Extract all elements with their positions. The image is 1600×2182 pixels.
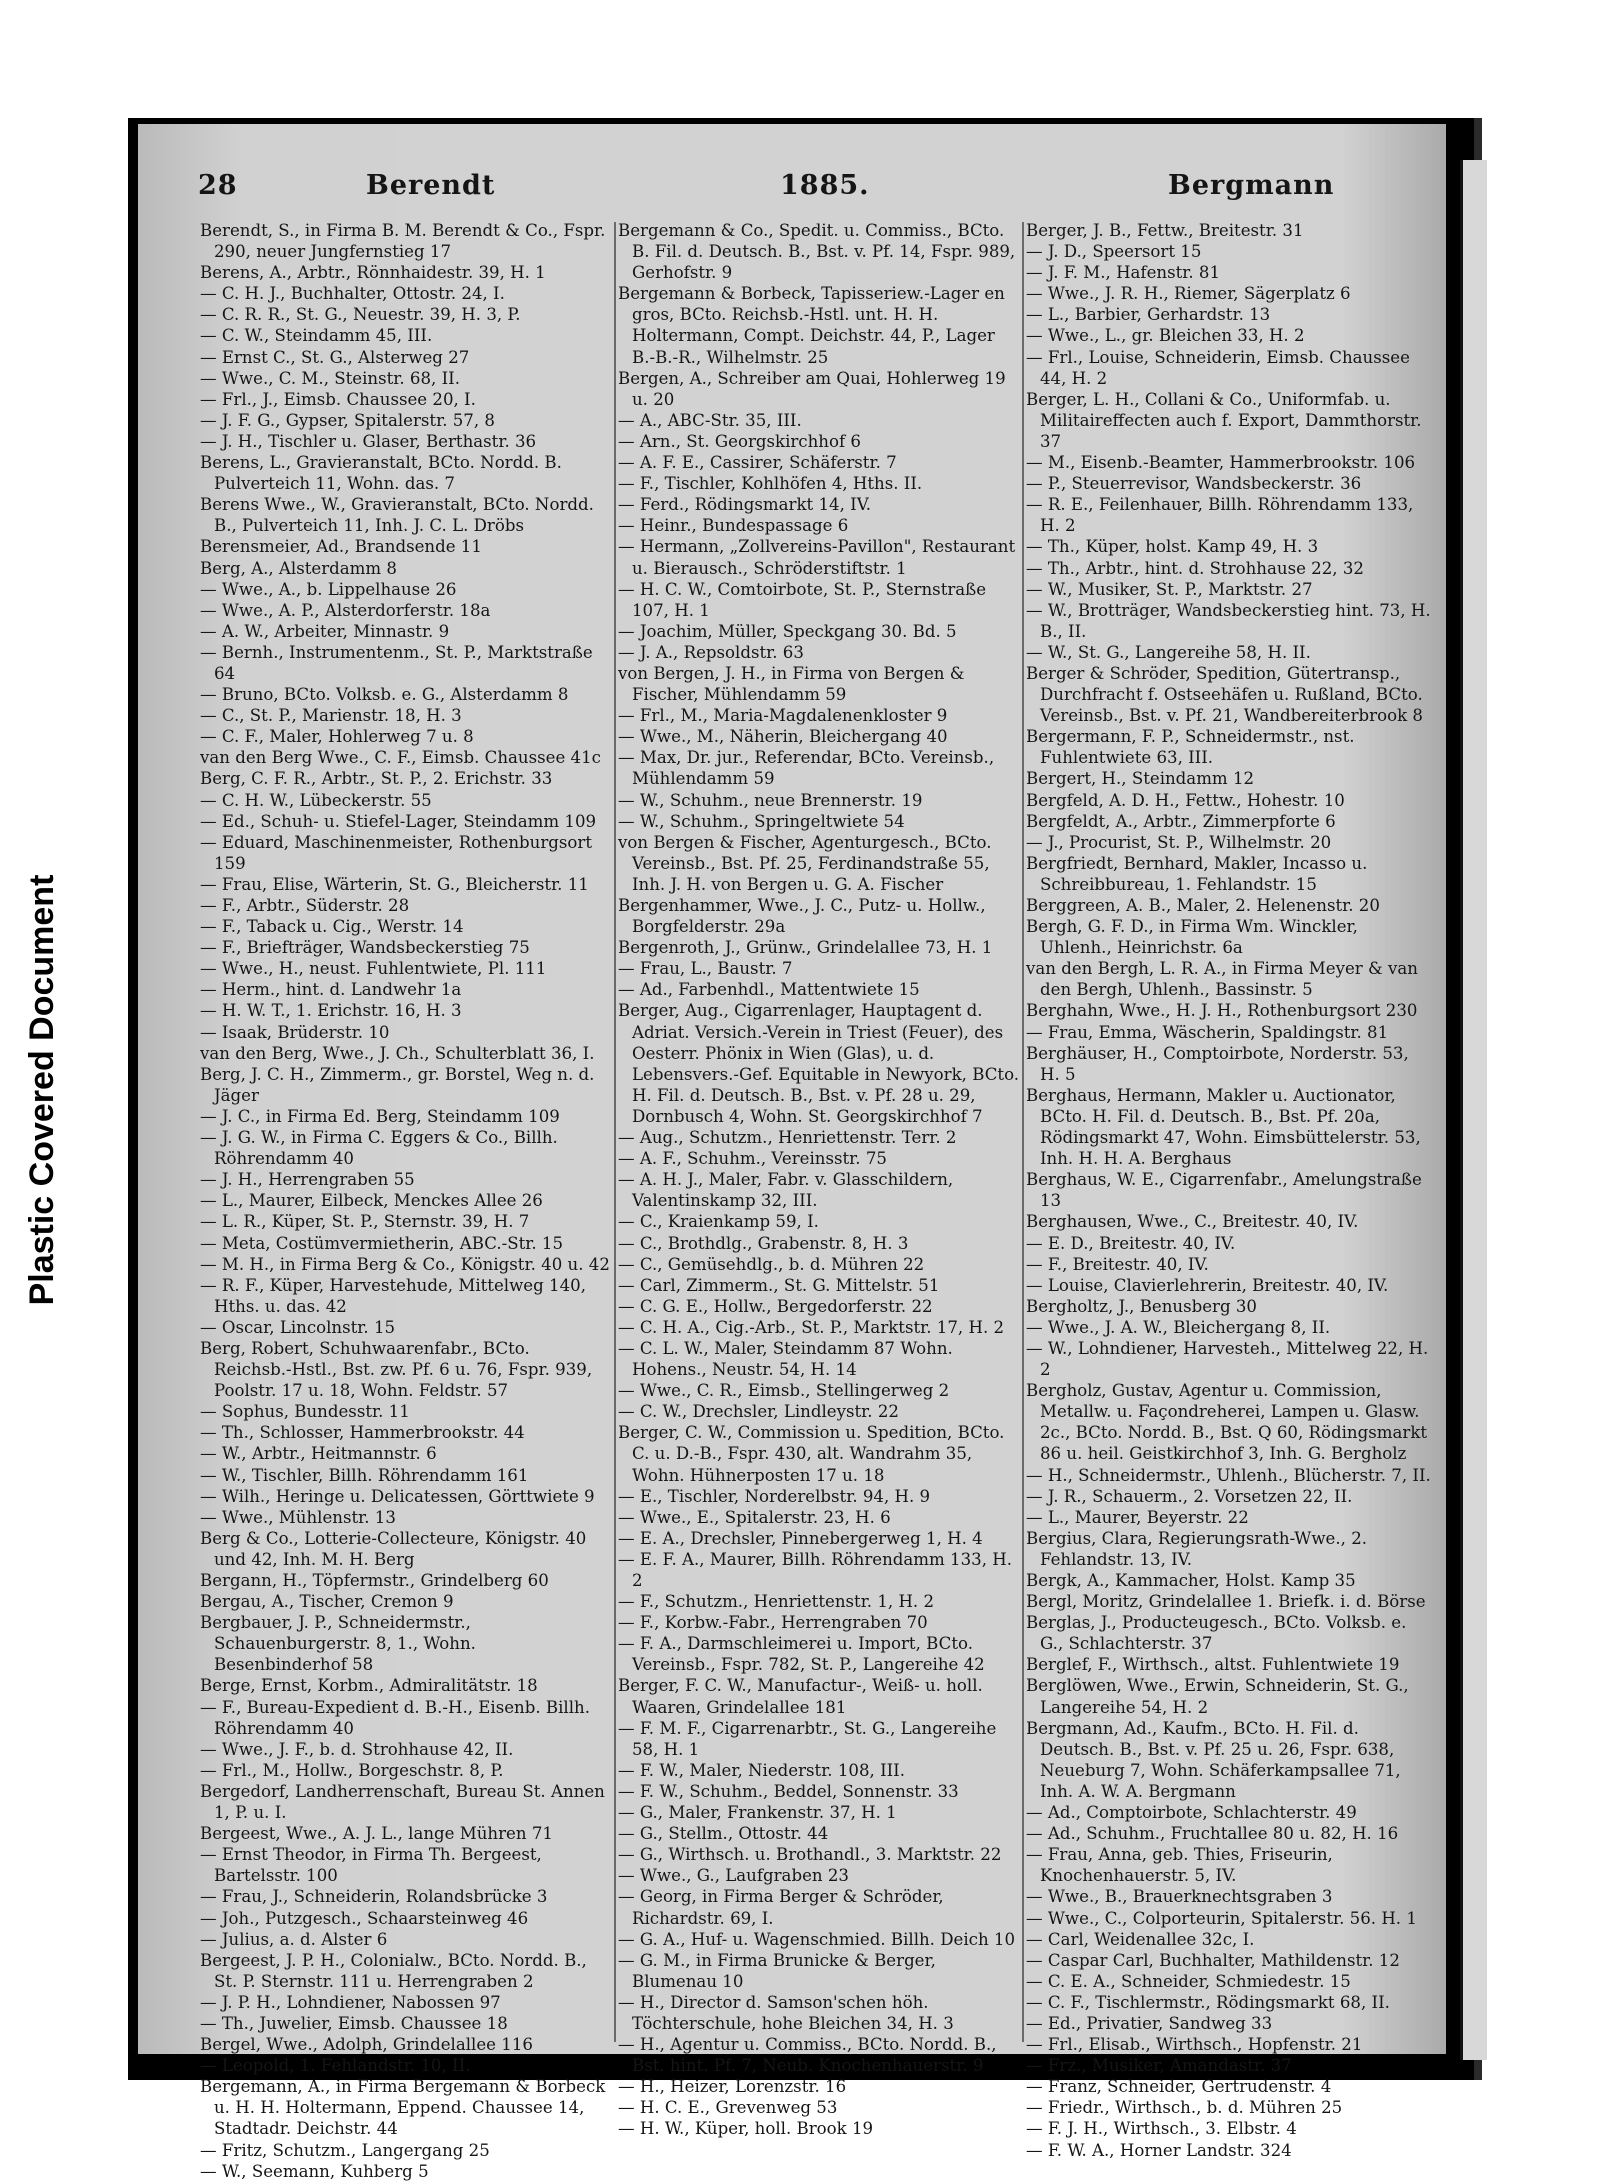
directory-entry: Berensmeier, Ad., Brandsende 11 <box>200 537 482 557</box>
directory-entry: — Wwe., M., Näherin, Bleichergang 40 <box>618 727 948 747</box>
header-left-keyword: Berendt <box>366 170 496 201</box>
directory-entry: — L., Barbier, Gerhardstr. 13 <box>1026 305 1271 325</box>
directory-entry: Bergmann, Ad., Kaufm., BCto. H. Fil. d. Deutsch. B., Bst. v. Pf. 25 u. 26, Fspr. 638, Neueburg 7, Wohn. Schäferkampsallee 71, Inh. A. W. A. Bergmann <box>1026 1718 1401 1801</box>
directory-entry: — Max, Dr. jur., Referendar, BCto. Vereinsb., Mühlendamm 59 <box>618 748 995 789</box>
directory-entry: — J. H., Tischler u. Glaser, Berthastr. 36 <box>200 431 537 451</box>
directory-entry: — Th., Juwelier, Eimsb. Chaussee 18 <box>200 2013 508 2033</box>
directory-entry: — A. W., Arbeiter, Minnastr. 9 <box>200 621 450 641</box>
directory-entry: — L. R., Küper, St. P., Sternstr. 39, H. 7 <box>200 1212 530 1232</box>
directory-entry: — Wwe., E., Spitalerstr. 23, H. 6 <box>618 1507 891 1527</box>
directory-entry: — Th., Schlosser, Hammerbrookstr. 44 <box>200 1423 525 1443</box>
directory-entry: — R. E., Feilenhauer, Billh. Röhrendamm 133, H. 2 <box>1026 495 1414 536</box>
directory-entry: — W., St. G., Langereihe 58, H. II. <box>1026 642 1311 662</box>
directory-entry: Bergemann & Co., Spedit. u. Commiss., BCto. B. Fil. d. Deutsch. B., Bst. v. Pf. 14, Fspr. 989, Gerhofstr. 9 <box>618 221 1016 283</box>
directory-entry: — G. A., Huf- u. Wagenschmied. Billh. Deich 10 <box>618 1929 1016 1949</box>
directory-entry: — Oscar, Lincolnstr. 15 <box>200 1317 396 1337</box>
directory-entry: — J. H., Herrengraben 55 <box>200 1170 415 1190</box>
directory-entry: — W., Tischler, Billh. Röhrendamm 161 <box>200 1465 529 1485</box>
directory-entry: van den Berg, Wwe., J. Ch., Schulterblatt 36, I. <box>200 1043 595 1063</box>
directory-entry: Bergenroth, J., Grünw., Grindelallee 73, H. 1 <box>618 938 993 958</box>
directory-entry: — Julius, a. d. Alster 6 <box>200 1929 388 1949</box>
directory-entry: — W., Musiker, St. P., Marktstr. 27 <box>1026 579 1313 599</box>
directory-entry: — Louise, Clavierlehrerin, Breitestr. 40, IV. <box>1026 1275 1389 1295</box>
directory-entry: — F., Bureau-Expedient d. B.-H., Eisenb. Billh. Röhrendamm 40 <box>200 1697 590 1738</box>
directory-entry: — G., Maler, Frankenstr. 37, H. 1 <box>618 1803 897 1823</box>
directory-entry: — H. W. T., 1. Erichstr. 16, H. 3 <box>200 1001 462 1021</box>
binding-edge <box>1460 160 1487 2060</box>
directory-entry: — W., Brotträger, Wandsbeckerstieg hint. 73, H. B., II. <box>1026 600 1431 641</box>
directory-entry: Bergemann & Borbeck, Tapisseriew.-Lager en gros, BCto. Reichsb.-Hstl. unt. H. H. Holtermann, Compt. Deichstr. 44, P., Lager B.-B.-R., Wilhelmstr. 25 <box>618 284 1005 367</box>
directory-entry: — Friedr., Wirthsch., b. d. Mühren 25 <box>1026 2098 1343 2118</box>
directory-entry: Bergk, A., Kammacher, Holst. Kamp 35 <box>1026 1571 1356 1590</box>
directory-entry: Bergermann, F. P., Schneidermstr., nst. Fuhlentwiete 63, III. <box>1026 727 1355 768</box>
directory-entry: Bergel, Wwe., Adolph, Grindelallee 116 <box>200 2035 533 2055</box>
directory-entry: Berger, C. W., Commission u. Spedition, BCto. C. u. D.-B., Fspr. 430, alt. Wandrahm 35, Wohn. Hühnerposten 17 u. 18 <box>618 1423 1005 1485</box>
directory-entry: — Leopold, 1. Fehlandstr. 10, II. <box>200 2056 471 2076</box>
directory-entry: — Frl., Elisab., Wirthsch., Hopfenstr. 21 <box>1026 2035 1363 2055</box>
directory-entry: — C. F., Maler, Hohlerweg 7 u. 8 <box>200 727 474 747</box>
directory-entry: — Frl., M., Hollw., Borgeschstr. 8, P. <box>200 1760 504 1780</box>
header-year: 1885. <box>780 170 870 201</box>
directory-entry: — Ed., Schuh- u. Stiefel-Lager, Steindamm 109 <box>200 811 597 831</box>
directory-entry: — Wwe., G., Laufgraben 23 <box>618 1866 849 1886</box>
directory-entry: — Frau, Emma, Wäscherin, Spaldingstr. 81 <box>1026 1022 1389 1042</box>
directory-entry: — C. E. A., Schneider, Schmiedestr. 15 <box>1026 1971 1351 1991</box>
directory-entry: — L., Maurer, Beyerstr. 22 <box>1026 1507 1249 1527</box>
directory-entry: — F. M. F., Cigarrenarbtr., St. G., Langereihe 58, H. 1 <box>618 1718 997 1759</box>
directory-entry: — Carl, Zimmerm., St. G. Mittelstr. 51 <box>618 1275 940 1295</box>
directory-entry: — G., Stellm., Ottostr. 44 <box>618 1824 829 1844</box>
directory-entry: — C. W., Drechsler, Lindleystr. 22 <box>618 1402 899 1422</box>
directory-entry: van den Bergh, L. R. A., in Firma Meyer & van den Bergh, Uhlenh., Bassinstr. 5 <box>1026 959 1418 1000</box>
directory-entry: — W., Schuhm., neue Brennerstr. 19 <box>618 790 923 810</box>
directory-entry: — Frl., Louise, Schneiderin, Eimsb. Chaussee 44, H. 2 <box>1026 347 1410 388</box>
directory-entry: — Ad., Farbenhdl., Mattentwiete 15 <box>618 980 920 1000</box>
directory-entry: — G. M., in Firma Brunicke & Berger, Blumenau 10 <box>618 1950 936 1991</box>
directory-entry: — Bruno, BCto. Volksb. e. G., Alsterdamm 8 <box>200 685 569 705</box>
directory-entry: Berens, L., Gravieranstalt, BCto. Nordd. B. Pulverteich 11, Wohn. das. 7 <box>200 453 562 494</box>
column-divider <box>614 222 616 2042</box>
directory-entry: — H., Heizer, Lorenzstr. 16 <box>618 2077 847 2097</box>
directory-entry: — J. F. M., Hafenstr. 81 <box>1026 263 1221 283</box>
directory-entry: — Ed., Privatier, Sandweg 33 <box>1026 2013 1273 2033</box>
directory-entry: — H., Schneidermstr., Uhlenh., Blücherstr. 7, II. <box>1026 1465 1431 1485</box>
directory-entry: — Frau, L., Baustr. 7 <box>618 959 793 979</box>
directory-entry: — W., Schuhm., Springeltwiete 54 <box>618 811 905 831</box>
directory-entry: — C., Kraienkamp 59, I. <box>618 1212 819 1232</box>
directory-entry: — M., Eisenb.-Beamter, Hammerbrookstr. 106 <box>1026 453 1416 473</box>
directory-entry: — Joachim, Müller, Speckgang 30. Bd. 5 <box>618 621 957 641</box>
directory-entry: — J. C., in Firma Ed. Berg, Steindamm 109 <box>200 1106 560 1126</box>
directory-entry: — F. J. H., Wirthsch., 3. Elbstr. 4 <box>1026 2119 1297 2139</box>
directory-entry: Bergholtz, J., Benusberg 30 <box>1026 1296 1257 1316</box>
directory-entry: — F., Arbtr., Süderstr. 28 <box>200 896 410 915</box>
directory-entry: — Arn., St. Georgskirchhof 6 <box>618 431 861 451</box>
directory-entry: Bergh, G. F. D., in Firma Wm. Winckler, Uhlenh., Heinrichstr. 6a <box>1026 917 1358 958</box>
directory-entry: — F., Tischler, Kohlhöfen 4, Hths. II. <box>618 474 923 494</box>
directory-page <box>138 124 1446 2181</box>
directory-entry: — M. H., in Firma Berg & Co., Königstr. 40 u. 42 <box>200 1254 610 1274</box>
directory-entry: — Joh., Putzgesch., Schaarsteinweg 46 <box>200 1908 529 1928</box>
directory-entry: Bergeest, Wwe., A. J. L., lange Mühren 71 <box>200 1824 553 1844</box>
directory-entry: — H. C. W., Comtoirbote, St. P., Sternstraße 107, H. 1 <box>618 579 987 620</box>
directory-entry: Berendt, S., in Firma B. M. Berendt & Co., Fspr. 290, neuer Jungfernstieg 17 <box>200 221 606 262</box>
directory-entry: — Franz, Schneider, Gertrudenstr. 4 <box>1026 2077 1332 2097</box>
directory-entry: — Georg, in Firma Berger & Schröder, Richardstr. 69, I. <box>618 1887 944 1928</box>
directory-entry: — E. F. A., Maurer, Billh. Röhrendamm 133, H. 2 <box>618 1549 1012 1590</box>
directory-entry: — Wwe., B., Brauerknechtsgraben 3 <box>1026 1887 1333 1907</box>
directory-entry: — J. F. G., Gypser, Spitalerstr. 57, 8 <box>200 410 495 430</box>
plastic-covered-label: Plastic Covered Document <box>23 874 61 1306</box>
directory-entry: — C. H. J., Buchhalter, Ottostr. 24, I. <box>200 284 505 304</box>
directory-entry: — Meta, Costümvermietherin, ABC.-Str. 15 <box>200 1233 564 1253</box>
directory-entry: — Wwe., A. P., Alsterdorferstr. 18a <box>200 600 491 620</box>
directory-entry: — Wwe., J. R. H., Riemer, Sägerplatz 6 <box>1026 284 1351 304</box>
directory-entry: — F., Breitestr. 40, IV. <box>1026 1254 1209 1274</box>
directory-entry: — Ad., Comptoirbote, Schlachterstr. 49 <box>1026 1803 1357 1823</box>
directory-entry: Bergenhammer, Wwe., J. C., Putz- u. Hollw., Borgfelderstr. 29a <box>618 896 986 937</box>
directory-entry: — P., Steuerrevisor, Wandsbeckerstr. 36 <box>1026 474 1362 494</box>
directory-entry: — Frau, Elise, Wärterin, St. G., Bleicherstr. 11 <box>200 874 589 894</box>
directory-entry: Bergius, Clara, Regierungsrath-Wwe., 2. Fehlandstr. 13, IV. <box>1026 1528 1368 1569</box>
directory-entry: — Wwe., J. F., b. d. Strohhause 42, II. <box>200 1739 514 1759</box>
column-left <box>200 220 612 2182</box>
directory-entry: Berghaus, W. E., Cigarrenfabr., Amelungstraße 13 <box>1026 1170 1422 1211</box>
directory-entry: Berglas, J., Producteugesch., BCto. Volksb. e. G., Schlachterstr. 37 <box>1026 1613 1407 1654</box>
directory-entry: — Aug., Schutzm., Henriettenstr. Terr. 2 <box>618 1128 957 1148</box>
directory-entry: — F., Schutzm., Henriettenstr. 1, H. 2 <box>618 1592 935 1612</box>
directory-entry: van den Berg Wwe., C. F., Eimsb. Chaussee 41c <box>200 748 601 768</box>
directory-entry: — Sophus, Bundesstr. 11 <box>200 1402 410 1422</box>
directory-entry: — E., Tischler, Norderelbstr. 94, H. 9 <box>618 1486 931 1506</box>
directory-entry: Berghausen, Wwe., C., Breitestr. 40, IV. <box>1026 1212 1359 1232</box>
directory-entry: — A. F., Schuhm., Vereinsstr. 75 <box>618 1149 887 1169</box>
directory-entry: — Frau, J., Schneiderin, Rolandsbrücke 3 <box>200 1887 548 1907</box>
directory-entry: — J. R., Schauerm., 2. Vorsetzen 22, II. <box>1026 1486 1353 1506</box>
directory-entry: — Ernst C., St. G., Alsterweg 27 <box>200 347 470 367</box>
directory-entry: Berghahn, Wwe., H. J. H., Rothenburgsort 230 <box>1026 1001 1418 1021</box>
directory-entry: — C., Gemüsehdlg., b. d. Mühren 22 <box>618 1254 925 1274</box>
directory-entry: Bergau, A., Tischer, Cremon 9 <box>200 1592 454 1612</box>
directory-entry: Bergfriedt, Bernhard, Makler, Incasso u. Schreibbureau, 1. Fehlandstr. 15 <box>1026 853 1368 894</box>
directory-entry: — Wwe., C. M., Steinstr. 68, II. <box>200 368 460 388</box>
directory-entry: — Wilh., Heringe u. Delicatessen, Görttwiete 9 <box>200 1486 595 1506</box>
directory-entry: Berg, C. F. R., Arbtr., St. P., 2. Erichstr. 33 <box>200 769 553 789</box>
directory-entry: — F., Korbw.-Fabr., Herrengraben 70 <box>618 1613 928 1633</box>
directory-entry: — F. W. A., Horner Landstr. 324 <box>1026 2140 1292 2160</box>
column-right <box>1026 220 1432 2161</box>
directory-entry: — Fritz, Schutzm., Langergang 25 <box>200 2140 490 2160</box>
directory-entry: — C. H. A., Cig.-Arb., St. P., Marktstr. 17, H. 2 <box>618 1317 1005 1337</box>
directory-entry: — C. W., Steindamm 45, III. <box>200 326 433 346</box>
directory-entry: — F. W., Maler, Niederstr. 108, III. <box>618 1760 906 1780</box>
directory-entry: — Wwe., J. A. W., Bleichergang 8, II. <box>1026 1317 1331 1337</box>
directory-entry: Bergl, Moritz, Grindelallee 1. Briefk. i. d. Börse <box>1026 1592 1426 1612</box>
directory-entry: Bergann, H., Töpfermstr., Grindelberg 60 <box>200 1571 549 1590</box>
directory-entry: Berger & Schröder, Spedition, Gütertransp., Durchfracht f. Ostseehäfen u. Rußland, BCto. Vereinsb., Bst. v. Pf. 21, Wandbereiterbrook 8 <box>1026 663 1423 726</box>
directory-entry: — Isaak, Brüderstr. 10 <box>200 1022 390 1042</box>
directory-entry: — H., Director d. Samson'schen höh. Töchterschule, hohe Bleichen 34, H. 3 <box>618 1992 954 2033</box>
directory-entry: Bergert, H., Steindamm 12 <box>1026 769 1255 789</box>
directory-entry: — F. A., Darmschleimerei u. Import, BCto. Vereinsb., Fspr. 782, St. P., Langereihe 42 <box>618 1634 985 1675</box>
directory-entry: von Bergen, J. H., in Firma von Bergen & Fischer, Mühlendamm 59 <box>618 663 965 705</box>
directory-entry: Berge, Ernst, Korbm., Admiralitätstr. 18 <box>200 1676 538 1696</box>
directory-entry: — W., Arbtr., Heitmannstr. 6 <box>200 1444 437 1464</box>
directory-entry: — C. H. W., Lübeckerstr. 55 <box>200 790 432 810</box>
directory-entry: Berglef, F., Wirthsch., altst. Fuhlentwiete 19 <box>1026 1655 1400 1675</box>
directory-entry: — C. G. E., Hollw., Bergedorferstr. 22 <box>618 1296 933 1316</box>
directory-entry: Berger, F. C. W., Manufactur-, Weiß- u. holl. Waaren, Grindelallee 181 <box>618 1676 983 1717</box>
header-right-keyword: Bergmann <box>1168 170 1335 201</box>
directory-entry: von Bergen & Fischer, Agenturgesch., BCto. Vereinsb., Bst. Pf. 25, Ferdinandstraße 55, Inh. J. H. von Bergen u. G. A. Fischer <box>618 832 992 894</box>
directory-entry: — Ferd., Rödingsmarkt 14, IV. <box>618 495 872 515</box>
directory-entry: — Eduard, Maschinenmeister, Rothenburgsort 159 <box>200 832 593 873</box>
directory-entry: — C., Brothdlg., Grabenstr. 8, H. 3 <box>618 1233 909 1253</box>
directory-entry: — Herm., hint. d. Landwehr 1a <box>200 980 462 1000</box>
directory-entry: — L., Maurer, Eilbeck, Menckes Allee 26 <box>200 1191 543 1211</box>
directory-entry: — H. C. E., Grevenweg 53 <box>618 2098 838 2118</box>
directory-entry: Bergholz, Gustav, Agentur u. Commission, Metallw. u. Façondreherei, Lampen u. Glasw. 2c., BCto. Nordd. B., Bst. Q 60, Rödingsmarkt 86 u. heil. Geistkirchhof 3, Inh. G. Bergholz <box>1026 1381 1428 1464</box>
directory-entry: — Wwe., Mühlenstr. 13 <box>200 1507 396 1527</box>
directory-entry: — J. A., Repsoldstr. 63 <box>618 642 804 662</box>
directory-entry: — E. A., Drechsler, Pinnebergerweg 1, H. 4 <box>618 1528 983 1548</box>
directory-entry: Bergfeldt, A., Arbtr., Zimmerpforte 6 <box>1026 811 1336 831</box>
directory-entry: — Bernh., Instrumentenm., St. P., Marktstraße 64 <box>200 642 593 683</box>
directory-entry: — Wwe., A., b. Lippelhause 26 <box>200 579 457 599</box>
directory-entry: — W., Lohndiener, Harvesteh., Mittelweg 22, H. 2 <box>1026 1338 1429 1380</box>
directory-entry: Bergfeld, A. D. H., Fettw., Hohestr. 10 <box>1026 790 1345 810</box>
directory-entry: — Wwe., C., Colporteurin, Spitalerstr. 56. H. 1 <box>1026 1908 1417 1928</box>
directory-entry: — Frl., M., Maria-Magdalenenkloster 9 <box>618 706 948 726</box>
directory-entry: — Caspar Carl, Buchhalter, Mathildenstr. 12 <box>1026 1950 1400 1970</box>
directory-entry: — Ernst Theodor, in Firma Th. Bergeest, Bartelsstr. 100 <box>200 1845 542 1886</box>
directory-entry: — Wwe., L., gr. Bleichen 33, H. 2 <box>1026 326 1305 346</box>
directory-entry: — H. W., Küper, holl. Brook 19 <box>618 2119 874 2139</box>
directory-entry: Berghäuser, H., Comptoirbote, Norderstr. 53, H. 5 <box>1026 1043 1409 1084</box>
directory-entry: Bergeest, J. P. H., Colonialw., BCto. Nordd. B., St. P. Sternstr. 111 u. Herrengraben 2 <box>200 1950 587 1991</box>
page-number: 28 <box>198 170 238 201</box>
directory-entry: — Wwe., H., neust. Fuhlentwiete, Pl. 111 <box>200 959 547 979</box>
directory-entry: — J. D., Speersort 15 <box>1026 242 1202 262</box>
directory-entry: Bergen, A., Schreiber am Quai, Hohlerweg 19 u. 20 <box>618 368 1006 409</box>
directory-entry: — W., Seemann, Kuhberg 5 <box>200 2161 429 2181</box>
directory-entry: Berger, L. H., Collani & Co., Uniformfab. u. Militaireffecten auch f. Export, Dammthorstr. 37 <box>1026 389 1422 451</box>
directory-entry: — C. F., Tischlermstr., Rödingsmarkt 68, II. <box>1026 1992 1390 2012</box>
directory-entry: — G., Wirthsch. u. Brothandl., 3. Marktstr. 22 <box>618 1845 1002 1865</box>
directory-entry: — C. L. W., Maler, Steindamm 87 Wohn. Hohens., Neustr. 54, H. 14 <box>618 1338 953 1380</box>
directory-entry: Bergemann, A., in Firma Bergemann & Borbeck u. H. H. Holtermann, Eppend. Chaussee 14, Stadtadr. Deichstr. 44 <box>200 2077 606 2139</box>
directory-entry: — Heinr., Bundespassage 6 <box>618 516 849 536</box>
directory-entry: — Th., Küper, holst. Kamp 49, H. 3 <box>1026 537 1319 557</box>
directory-entry: Berens Wwe., W., Gravieranstalt, BCto. Nordd. B., Pulverteich 11, Inh. J. C. L. Dröbs <box>200 495 594 536</box>
directory-entry: — Frz., Musiker, Amandastr. 37 <box>1026 2056 1292 2076</box>
directory-entry: — F., Taback u. Cig., Werstr. 14 <box>200 917 464 937</box>
directory-entry: Bergbauer, J. P., Schneidermstr., Schauenburgerstr. 8, 1., Wohn. Besenbinderhof 58 <box>200 1613 476 1675</box>
directory-entry: — Wwe., C. R., Eimsb., Stellingerweg 2 <box>618 1381 950 1401</box>
directory-entry: Berg & Co., Lotterie-Collecteure, Königstr. 40 und 42, Inh. M. H. Berg <box>200 1528 587 1569</box>
directory-entry: — J. P. H., Lohndiener, Nabossen 97 <box>200 1992 501 2012</box>
directory-entry: — A. H. J., Maler, Fabr. v. Glasschildern, Valentinskamp 32, III. <box>618 1170 954 1211</box>
directory-entry: Bergedorf, Landherrenschaft, Bureau St. Annen 1, P. u. I. <box>200 1781 605 1823</box>
directory-entry: — A., ABC-Str. 35, III. <box>618 410 802 430</box>
directory-entry: Berg, J. C. H., Zimmerm., gr. Borstel, Weg n. d. Jäger <box>200 1064 595 1105</box>
directory-entry: — F., Briefträger, Wandsbeckerstieg 75 <box>200 938 530 958</box>
directory-entry: — Frl., J., Eimsb. Chaussee 20, I. <box>200 389 476 409</box>
directory-entry: — A. F. E., Cassirer, Schäferstr. 7 <box>618 453 897 473</box>
directory-entry: Berger, J. B., Fettw., Breitestr. 31 <box>1026 221 1304 240</box>
directory-entry: Berglöwen, Wwe., Erwin, Schneiderin, St. G., Langereihe 54, H. 2 <box>1026 1676 1409 1717</box>
directory-entry: Berg, A., Alsterdamm 8 <box>200 558 397 578</box>
column-divider <box>1022 222 1024 2042</box>
directory-entry: — H., Agentur u. Commiss., BCto. Nordd. B., Bst. hint. Pf. 7, Neub. Knochenhauerstr. 9 <box>618 2035 997 2076</box>
directory-entry: — C., St. P., Marienstr. 18, H. 3 <box>200 706 462 726</box>
directory-entry: Berger, Aug., Cigarrenlager, Hauptagent d. Adriat. Versich.-Verein in Triest (Feuer), des Oesterr. Phönix in Wien (Glas), u. d. Lebensvers.-Gef. Equitable in Newyork, BCto. H. Fil. d. Deutsch. B., Bst. v. Pf. 28 u. 29, Dornbusch 4, Wohn. St. Georgskirchhof 7 <box>618 1001 1020 1126</box>
directory-entry: — J., Procurist, St. P., Wilhelmstr. 20 <box>1026 832 1332 852</box>
directory-entry: Berg, Robert, Schuhwaarenfabr., BCto. Reichsb.-Hstl., Bst. zw. Pf. 6 u. 76, Fspr. 939, Poolstr. 17 u. 18, Wohn. Feldstr. 57 <box>200 1338 593 1401</box>
directory-entry: — R. F., Küper, Harvestehude, Mittelweg 140, Hths. u. das. 42 <box>200 1275 586 1316</box>
directory-entry: — C. R. R., St. G., Neuestr. 39, H. 3, P. <box>200 305 521 325</box>
directory-entry: — Ad., Schuhm., Fruchtallee 80 u. 82, H. 16 <box>1026 1824 1399 1844</box>
column-middle <box>618 220 1022 2140</box>
directory-entry: — Hermann, „Zollvereins-Pavillon", Restaurant u. Bierausch., Schröderstiftstr. 1 <box>618 537 1016 578</box>
directory-entry: Berens, A., Arbtr., Rönnhaidestr. 39, H. 1 <box>200 263 546 283</box>
directory-entry: Berggreen, A. B., Maler, 2. Helenenstr. 20 <box>1026 896 1380 915</box>
directory-entry: — Carl, Weidenallee 32c, I. <box>1026 1929 1255 1949</box>
directory-entry: — J. G. W., in Firma C. Eggers & Co., Billh. Röhrendamm 40 <box>200 1128 558 1169</box>
page-header <box>138 170 1446 210</box>
directory-entry: — Frau, Anna, geb. Thies, Friseurin, Knochenhauerstr. 5, IV. <box>1026 1845 1333 1886</box>
directory-entry: — E. D., Breitestr. 40, IV. <box>1026 1233 1236 1253</box>
directory-entry: — Th., Arbtr., hint. d. Strohhause 22, 32 <box>1026 558 1364 578</box>
directory-entry: — F. W., Schuhm., Beddel, Sonnenstr. 33 <box>618 1781 959 1801</box>
directory-entry: Berghaus, Hermann, Makler u. Auctionator, BCto. H. Fil. d. Deutsch. B., Bst. Pf. 20a, Rödingsmarkt 47, Wohn. Eimsbüttelerstr. 53, Inh. H. H. A. Berghaus <box>1026 1085 1421 1169</box>
